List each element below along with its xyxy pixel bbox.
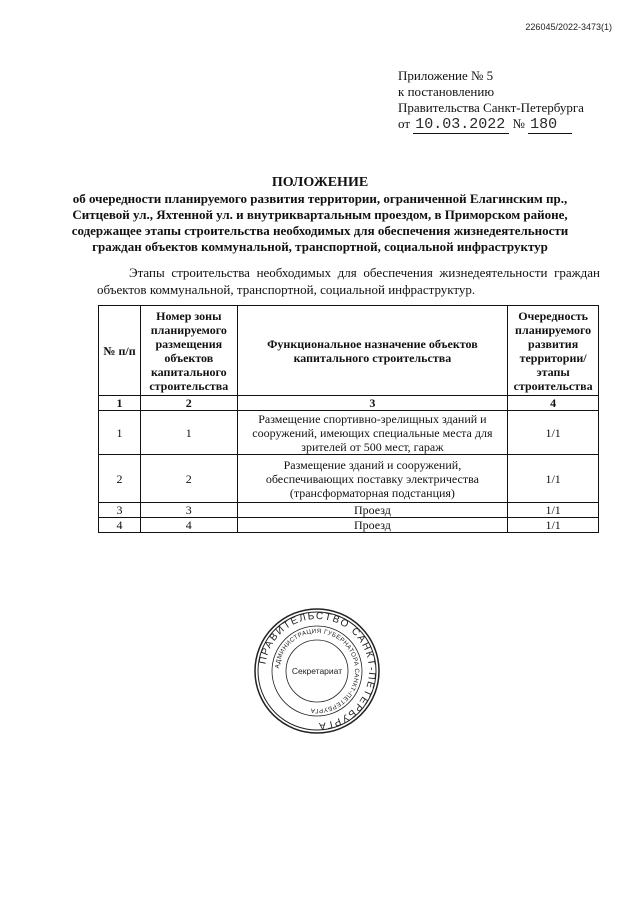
construction-stages-table xyxy=(98,305,599,533)
row-zone: 2 xyxy=(141,455,238,503)
table-row xyxy=(99,503,599,518)
appendix-block xyxy=(398,68,584,134)
decree-number: 180 xyxy=(528,117,572,134)
row-zone: 4 xyxy=(141,518,238,533)
table-row xyxy=(99,411,599,455)
title-subtitle: об очередности планируемого развития территории, ограниченной Елагинским пр., Ситцевой ул., Яхтенной ул. и внутриквартальным проездом, в Приморском районе, содержащее этапы строительства необходимых для обеспечения жизнедеятельности граждан объектов коммунальной, транспортной, социальной инфраструктур xyxy=(71,191,569,254)
number-prefix: № xyxy=(512,116,525,131)
column-number-4: 4 xyxy=(508,396,599,411)
column-number-1: 1 xyxy=(99,396,141,411)
table-row xyxy=(99,518,599,533)
intro-paragraph: Этапы строительства необходимых для обеспечения жизнедеятельности граждан объектов коммунальной, транспортной, социальной инфраструктур. xyxy=(97,265,600,297)
row-purpose: Проезд xyxy=(237,518,508,533)
header-number: № п/п xyxy=(99,306,141,396)
official-seal-stamp xyxy=(252,606,382,736)
column-number-3: 3 xyxy=(237,396,508,411)
document-title xyxy=(60,175,580,255)
row-stage: 1/1 xyxy=(508,518,599,533)
date-prefix: от xyxy=(398,116,411,131)
row-stage: 1/1 xyxy=(508,411,599,455)
row-purpose: Размещение спортивно-зрелищных зданий и сооружений, имеющих специальные места для зрителей от 500 мест, гараж xyxy=(237,411,508,455)
seal-inner-textpath: АДМИНИСТРАЦИЯ ГУБЕРНАТОРА САНКТ-ПЕТЕРБУРГА xyxy=(274,627,361,715)
column-numbers-row xyxy=(99,396,599,411)
row-purpose: Размещение зданий и сооружений, обеспечивающих поставку электричества (трансформаторная подстанция) xyxy=(237,455,508,503)
row-number: 1 xyxy=(99,411,141,455)
row-number: 2 xyxy=(99,455,141,503)
table-header-row xyxy=(99,306,599,396)
row-stage: 1/1 xyxy=(508,455,599,503)
row-zone: 3 xyxy=(141,503,238,518)
appendix-line-1: Приложение № 5 xyxy=(398,68,494,83)
appendix-line-2: к постановлению xyxy=(398,84,495,99)
header-purpose: Функциональное назначение объектов капитального строительства xyxy=(237,306,508,396)
title-heading: ПОЛОЖЕНИЕ xyxy=(271,175,369,190)
column-number-2: 2 xyxy=(141,396,238,411)
row-number: 4 xyxy=(99,518,141,533)
appendix-line-3: Правительства Санкт-Петербурга xyxy=(398,100,584,115)
seal-outer-textpath: ПРАВИТЕЛЬСТВО САНКТ-ПЕТЕРБУРГА xyxy=(257,610,378,732)
header-stage: Очередность планируемого развития территории/ этапы строительства xyxy=(508,306,599,396)
appendix-date-line xyxy=(398,116,584,134)
decree-date: 10.03.2022 xyxy=(413,117,509,134)
seal-center-text: Секретариат xyxy=(291,666,343,676)
row-purpose: Проезд xyxy=(237,503,508,518)
header-zone: Номер зоны планируемого размещения объектов капитального строительства xyxy=(141,306,238,396)
row-number: 3 xyxy=(99,503,141,518)
document-registration-number: 226045/2022-3473(1) xyxy=(525,22,612,32)
row-stage: 1/1 xyxy=(508,503,599,518)
row-zone: 1 xyxy=(141,411,238,455)
table-row xyxy=(99,455,599,503)
